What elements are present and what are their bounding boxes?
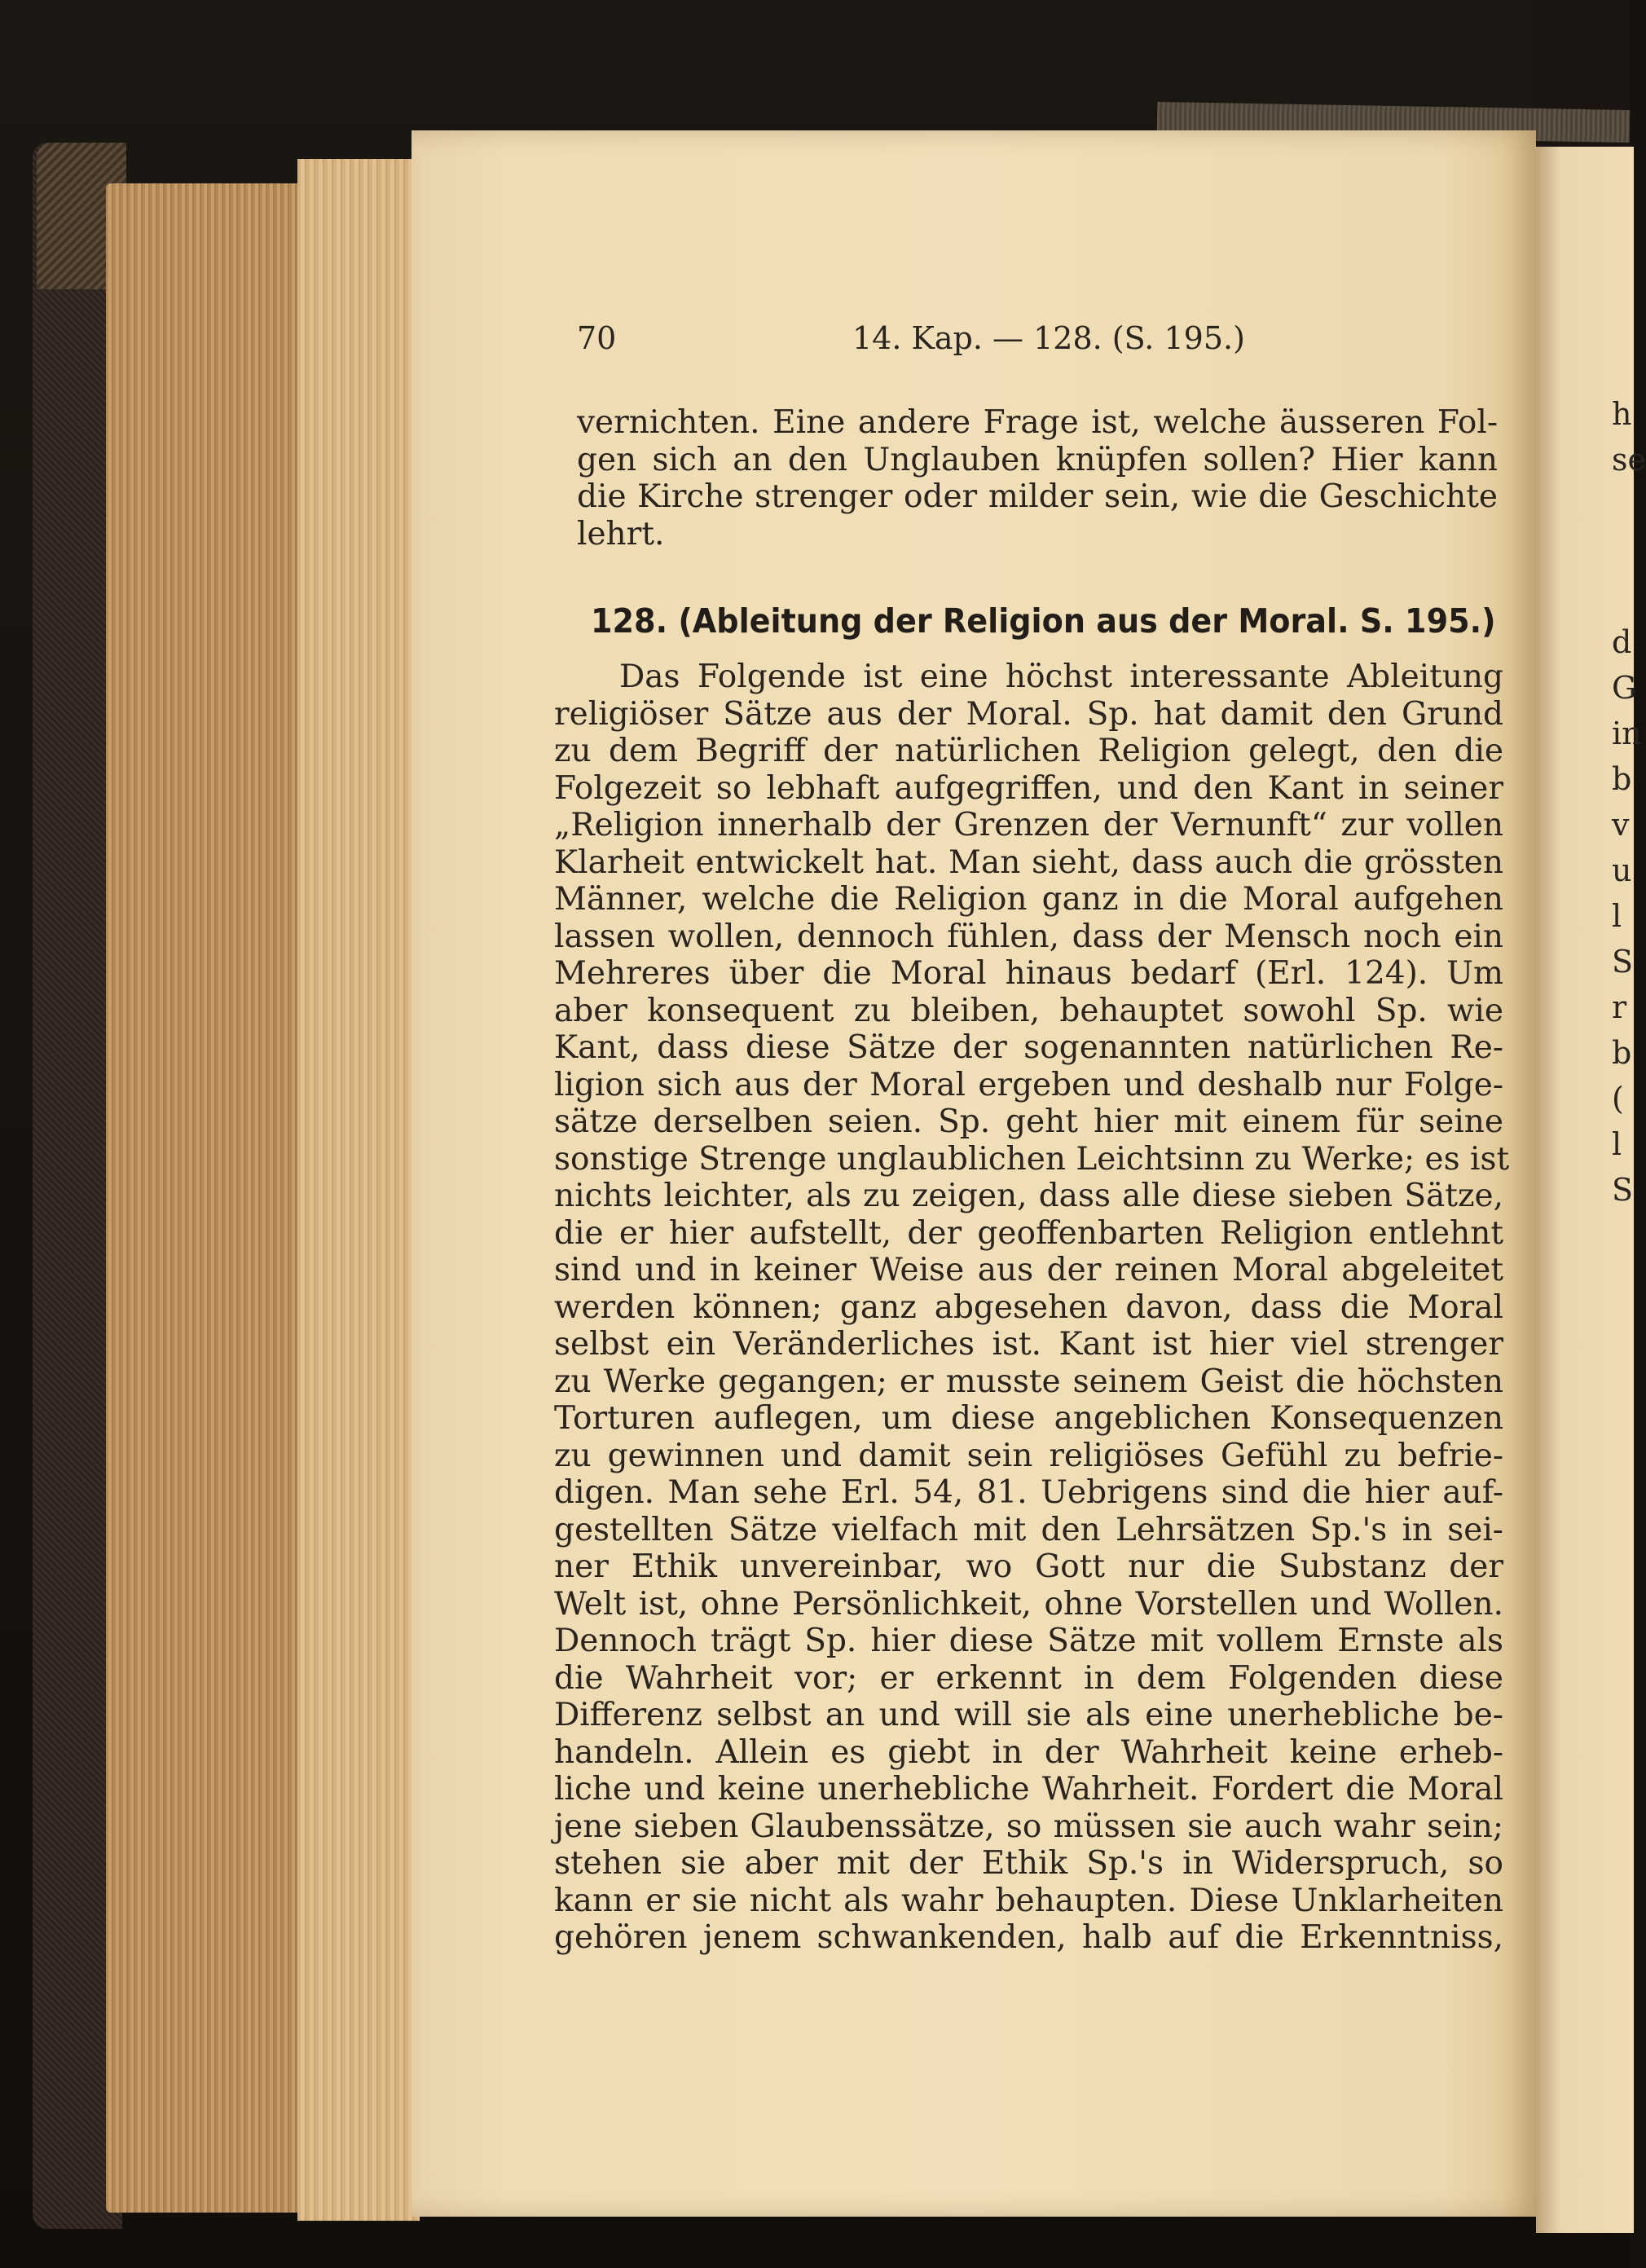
paragraph-1 — [577, 404, 1498, 553]
text-line: lassen wollen, dennoch fühlen, dass der Mensch noch ein — [554, 918, 1503, 955]
running-title: 14. Kap. — 128. (S. 195.) — [852, 320, 1245, 356]
text-line: Das Folgende ist eine höchst interessante Ableitung — [619, 658, 1503, 695]
text-line: zu dem Begriff der natürlichen Religion gelegt, den die — [554, 733, 1503, 769]
text-line: Dennoch trägt Sp. hier diese Sätze mit vollem Ernste als — [554, 1623, 1503, 1659]
text-line: digen. Man sehe Erl. 54, 81. Uebrigens sind die hier auf- — [554, 1474, 1503, 1511]
text-line: gehören jenem schwankenden, halb auf die Erkenntniss, — [554, 1919, 1503, 1956]
page-block-edges-inner — [297, 159, 420, 2221]
text-line: „Religion innerhalb der Grenzen der Vernunft“ zur vollen — [554, 807, 1503, 843]
text-line: sonstige Strenge unglaublichen Leichtsinn zu Werke; es ist — [554, 1140, 1510, 1178]
text-line: die Wahrheit vor; er erkennt in dem Folgenden diese — [554, 1659, 1503, 1697]
text-line: vernichten. Eine andere Frage ist, welche äusseren Fol- — [577, 404, 1498, 441]
text-line: zu gewinnen und damit sein religiöses Gefühl zu befrie- — [554, 1437, 1503, 1474]
text-line: jene sieben Glaubenssätze, so müssen sie auch wahr sein; — [554, 1808, 1503, 1845]
text-line: Klarheit entwickelt hat. Man sieht, dass auch die grössten — [554, 843, 1503, 881]
text-line: religiöser Sätze aus der Moral. Sp. hat damit den Grund — [554, 695, 1503, 733]
text-line: Mehreres über die Moral hinaus bedarf (Erl. 124). Um — [554, 955, 1503, 992]
text-line: die Kirche strenger oder milder sein, wie die Geschichte — [577, 478, 1498, 515]
text-line: sind und in keiner Weise aus der reinen Moral abgeleitet — [554, 1252, 1503, 1288]
page-block-edges — [106, 183, 310, 2213]
text-line: die er hier aufstellt, der geoffenbarten Religion entlehnt — [554, 1214, 1503, 1252]
text-line: stehen sie aber mit der Ethik Sp.'s in Widerspruch, so — [554, 1845, 1503, 1882]
text-line: ner Ethik unvereinbar, wo Gott nur die Substanz der — [554, 1548, 1503, 1585]
text-line: zu Werke gegangen; er musste seinem Geist die höchsten — [554, 1363, 1503, 1400]
text-line: Welt ist, ohne Persönlichkeit, ohne Vorstellen und Wollen. — [554, 1585, 1503, 1623]
facing-page-fragment: h se d G in b v u l S r b ( l S — [1612, 396, 1646, 1208]
text-line: selbst ein Veränderliches ist. Kant ist hier viel strenger — [554, 1326, 1503, 1363]
text-line: lehrt. — [577, 515, 665, 553]
section-heading: 128. (Ableitung der Religion aus der Moral. S. 195.) — [591, 601, 1496, 641]
text-line: handeln. Allein es giebt in der Wahrheit keine erheb- — [554, 1733, 1503, 1771]
text-line: Torturen auflegen, um diese angeblichen Konsequenzen — [554, 1400, 1503, 1437]
text-line: sätze derselben seien. Sp. geht hier mit einem für seine — [554, 1103, 1503, 1140]
text-line: Kant, dass diese Sätze der sogenannten natürlichen Re- — [554, 1029, 1503, 1066]
text-line: liche und keine unerhebliche Wahrheit. Fordert die Moral — [554, 1771, 1503, 1808]
text-line: gestellten Sätze vielfach mit den Lehrsätzen Sp.'s in sei- — [554, 1511, 1503, 1548]
text-line: nichts leichter, als zu zeigen, dass alle diese sieben Sätze, — [554, 1178, 1503, 1214]
paragraph-2 — [554, 658, 1510, 1957]
text-line: Männer, welche die Religion ganz in die Moral aufgehen — [554, 881, 1503, 918]
text-line: aber konsequent zu bleiben, behauptet sowohl Sp. wie — [554, 992, 1503, 1029]
page-header — [577, 320, 1506, 369]
text-line: werden können; ganz abgesehen davon, dass die Moral — [554, 1288, 1503, 1326]
text-line: gen sich an den Unglauben knüpfen sollen? Hier kann — [577, 441, 1498, 478]
text-line: Folgezeit so lebhaft aufgegriffen, und den Kant in seiner — [554, 769, 1503, 807]
text-line: ligion sich aus der Moral ergeben und deshalb nur Folge- — [554, 1066, 1503, 1103]
text-line: kann er sie nicht als wahr behaupten. Diese Unklarheiten — [554, 1882, 1503, 1919]
page-number: 70 — [577, 320, 617, 356]
text-line: Differenz selbst an und will sie als eine unerhebliche be- — [554, 1697, 1503, 1733]
